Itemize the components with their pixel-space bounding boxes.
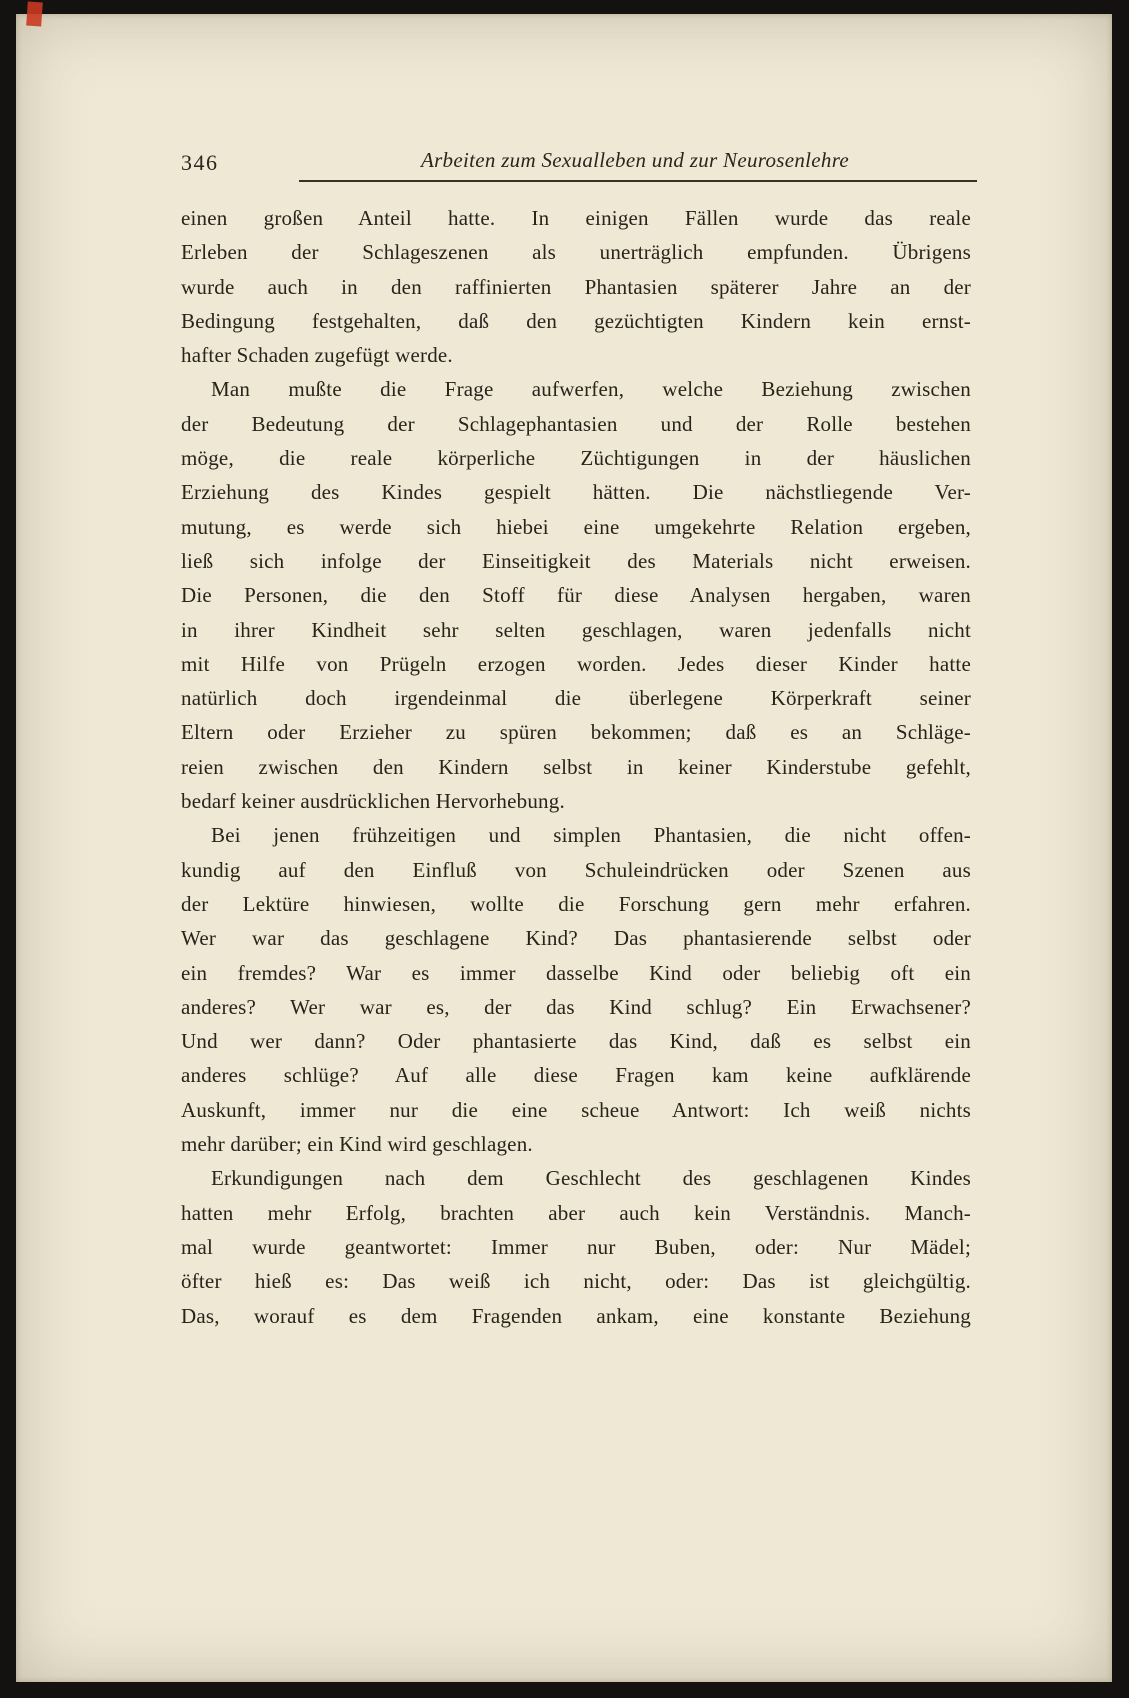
text-line: Die Personen, die den Stoff für diese Analysen hergaben, waren — [181, 583, 971, 608]
text-line: der Bedeutung der Schlagephantasien und der Rolle bestehen — [181, 411, 971, 436]
text-line: möge, die reale körperliche Züchtigungen in der häuslichen — [181, 446, 971, 471]
header-rule — [299, 180, 977, 182]
text-line: Man mußte die Frage aufwerfen, welche Beziehung zwischen — [211, 377, 971, 402]
text-line: kundig auf den Einfluß von Schuleindrücken oder Szenen aus — [181, 857, 971, 882]
text-line: Bedingung festgehalten, daß den gezüchtigten Kindern kein ernst- — [181, 308, 971, 333]
text-line: der Lektüre hinwiesen, wollte die Forschung gern mehr erfahren. — [181, 891, 971, 916]
text-line: in ihrer Kindheit sehr selten geschlagen, waren jedenfalls nicht — [181, 617, 971, 642]
text-line: öfter hieß es: Das weiß ich nicht, oder: Das ist gleichgültig. — [181, 1269, 971, 1294]
text-line: reien zwischen den Kindern selbst in keiner Kinderstube gefehlt, — [181, 754, 971, 779]
text-line: mit Hilfe von Prügeln erzogen worden. Jedes dieser Kinder hatte — [181, 651, 971, 676]
page-number: 346 — [181, 150, 219, 175]
text-line: mutung, es werde sich hiebei eine umgekehrte Relation ergeben, — [181, 514, 971, 539]
text-line: mal wurde geantwortet: Immer nur Buben, oder: Nur Mädel; — [181, 1234, 971, 1259]
page-content — [181, 147, 971, 1333]
paragraph — [181, 1161, 971, 1332]
text-line: wurde auch in den raffinierten Phantasien späterer Jahre an der — [181, 274, 971, 299]
text-line: Auskunft, immer nur die eine scheue Antwort: Ich weiß nichts — [181, 1097, 971, 1122]
paragraph — [181, 201, 971, 372]
text-line: Erziehung des Kindes gespielt hätten. Die nächstliegende Ver- — [181, 480, 971, 505]
text-line: Erkundigungen nach dem Geschlecht des geschlagenen Kindes — [211, 1166, 971, 1191]
text-line: mehr darüber; ein Kind wird geschlagen. — [181, 1132, 533, 1157]
text-line: anderes? Wer war es, der das Kind schlug? Ein Erwachsener? — [181, 994, 971, 1019]
text-line: Das, worauf es dem Fragenden ankam, eine konstante Beziehung — [181, 1303, 971, 1328]
text-line: bedarf keiner ausdrücklichen Hervorhebung. — [181, 789, 565, 814]
paragraph — [181, 372, 971, 818]
text-line: ein fremdes? War es immer dasselbe Kind oder beliebig oft ein — [181, 960, 971, 985]
body-text — [181, 201, 971, 1333]
text-line: einen großen Anteil hatte. In einigen Fällen wurde das reale — [181, 206, 971, 230]
text-line: Und wer dann? Oder phantasierte das Kind, daß es selbst ein — [181, 1029, 971, 1054]
text-line: ließ sich infolge der Einseitigkeit des Materials nicht erweisen. — [181, 548, 971, 573]
red-scan-mark — [26, 2, 43, 27]
text-line: Wer war das geschlagene Kind? Das phantasierende selbst oder — [181, 926, 971, 951]
text-line: Erleben der Schlageszenen als unerträglich empfunden. Übrigens — [181, 240, 971, 265]
text-line: Eltern oder Erzieher zu spüren bekommen; daß es an Schläge- — [181, 720, 971, 745]
text-line: hafter Schaden zugefügt werde. — [181, 343, 453, 368]
text-line: natürlich doch irgendeinmal die überlegene Körperkraft seiner — [181, 686, 971, 711]
page-header — [181, 147, 971, 183]
text-line: anderes schlüge? Auf alle diese Fragen kam keine aufklärende — [181, 1063, 971, 1088]
text-line: Bei jenen frühzeitigen und simplen Phantasien, die nicht offen- — [211, 823, 971, 848]
text-line: hatten mehr Erfolg, brachten aber auch kein Verständnis. Manch- — [181, 1200, 971, 1225]
paragraph — [181, 818, 971, 1161]
paper-page — [16, 14, 1112, 1682]
running-header: Arbeiten zum Sexualleben und zur Neurosenlehre — [420, 148, 850, 172]
